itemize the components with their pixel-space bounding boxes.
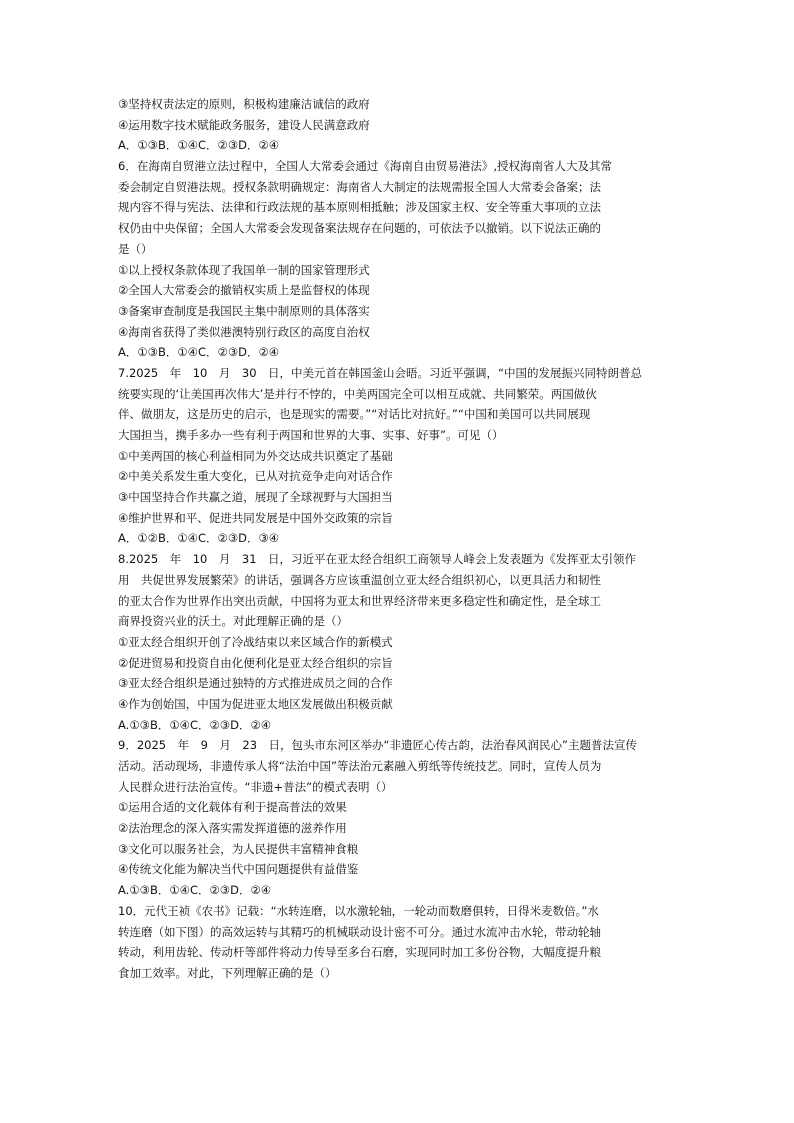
q7-option-4: ④维护世界和平、促进共同发展是中国外交政策的宗旨 [118, 510, 393, 525]
q8-stem-line-3: 的亚太合作为世界作出突出贡献，中国将为亚太和世界经济带来更多稳定性和确定性，是全球工 [118, 593, 601, 608]
q10-stem-line-2: 转连磨（如下图）的高效运转与其精巧的机械联动设计密不可分。通过水流冲击水轮，带动轮轴 [118, 924, 601, 939]
q6-option-1: ①以上授权条款体现了我国单一制的国家管理形式 [118, 262, 370, 277]
q6-answer-choices: A．①③B．①④C．②③D．②④ [118, 345, 280, 360]
q7-stem-line-1: 7.2025 年 10 月 30 日，中美元首在韩国釜山会晤。习近平强调，“中国的发展振兴同特朗普总 [118, 365, 642, 380]
q9-option-1: ①运用合适的文化载体有利于提高普法的效果 [118, 800, 347, 815]
q8-option-2: ②促进贸易和投资自由化便利化是亚太经合组织的宗旨 [118, 655, 393, 670]
q7-stem-line-4: 大国担当，携手多办一些有利于两国和世界的大事、实事、好事”。可见（） [118, 428, 504, 442]
q7-stem-line-3: 伴、做朋友，这是历史的启示，也是现实的需要。”“对话比对抗好。”“中国和美国可以共同展现 [118, 407, 591, 422]
q9-stem-line-1: 9．2025 年 9 月 23 日，包头市东河区举办“非遗匠心传古韵，法治春风润民心”主题普法宣传 [118, 738, 637, 753]
q9-answer-choices: A.①③B．①④C．②③D．②④ [118, 883, 272, 898]
q8-stem-line-2: 用 共促世界发展繁荣》的讲话，强调各方应该重温创立亚太经合组织初心，以更具活力和韧性 [118, 572, 601, 587]
q6-stem-line-5: 是（） [118, 241, 153, 256]
q8-stem-line-1: 8.2025 年 10 月 31 日，习近平在亚太经合组织工商领导人峰会上发表题为《发挥亚太引领作 [118, 552, 637, 567]
q5-option-4: ④运用数字技术赋能政务服务，建设人民满意政府 [118, 117, 370, 132]
q9-option-4: ④传统文化能为解决当代中国问题提供有益借鉴 [118, 862, 359, 877]
q6-option-2: ②全国人大常委会的撤销权实质上是监督权的体现 [118, 283, 370, 298]
q7-stem-line-2: 统要实现的‘让美国再次伟大’是并行不悖的，中美两国完全可以相互成就、共同繁荣。两国做伙 [118, 386, 597, 401]
q7-option-2: ②中美关系发生重大变化，已从对抗竞争走向对话合作 [118, 469, 393, 484]
q9-option-2: ②法治理念的深入落实需发挥道德的滋养作用 [118, 821, 347, 836]
q6-stem-line-4: 权仍由中央保留；全国人大常委会发现备案法规存在问题的，可依法予以撤销。以下说法正确的 [118, 221, 601, 236]
q6-option-4: ④海南省获得了类似港澳特别行政区的高度自治权 [118, 324, 370, 339]
q9-stem-line-2: 活动。活动现场，非遗传承人将“法治中国”等法治元素融入剪纸等传统技艺。同时，宣传人员为 [118, 759, 602, 773]
q10-stem-line-4: 食加工效率。对此，下列理解正确的是（） [118, 965, 337, 980]
q5-answer-choices: A．①③B．①④C．②③D．②④ [118, 138, 280, 153]
q9-option-3: ③文化可以服务社会，为人民提供丰富精神食粮 [118, 841, 359, 856]
q6-stem-line-2: 委会制定自贸港法规。授权条款明确规定：海南省人大制定的法规需报全国人大常委会备案；法 [118, 179, 601, 194]
q6-option-3: ③备案审查制度是我国民主集中制原则的具体落实 [118, 303, 370, 318]
q8-option-3: ③亚太经合组织是通过独特的方式推进成员之间的合作 [118, 676, 393, 691]
q10-stem-line-1: 10．元代王祯《农书》记载：“水转连磨，以水激轮轴，一轮动而数磨俱转，日得米麦数倍。”水 [118, 903, 599, 918]
q8-option-4: ④作为创始国，中国为促进亚太地区发展做出积极贡献 [118, 696, 393, 711]
q7-option-3: ③中国坚持合作共赢之道，展现了全球视野与大国担当 [118, 490, 393, 505]
q6-stem-line-1: 6．在海南自贸港立法过程中，全国人大常委会通过《海南自由贸易港法》,授权海南省人大及其常 [118, 159, 612, 174]
q5-option-3: ③坚持权责法定的原则，积极构建廉洁诚信的政府 [118, 97, 370, 111]
q7-option-1: ①中美两国的核心利益相同为外交达成共识奠定了基础 [118, 448, 393, 463]
q6-stem-line-3: 规内容不得与宪法、法律和行政法规的基本原则相抵触；涉及国家主权、安全等重大事项的立法 [118, 200, 601, 215]
question-text-block [118, 94, 678, 984]
q8-answer-choices: A.①③B．①④C．②③D．②④ [118, 717, 272, 732]
q7-answer-choices: A．①②B．①④C．②③D．③④ [118, 531, 280, 546]
q8-option-1: ①亚太经合组织开创了冷战结束以来区域合作的新模式 [118, 634, 393, 649]
q9-stem-line-3: 人民群众进行法治宣传。“非遗+普法”的模式表明（） [118, 779, 393, 794]
q10-stem-line-3: 转动，利用齿轮、传动杆等部件将动力传导至多台石磨，实现同时加工多份谷物，大幅度提升粮 [118, 945, 601, 960]
q8-stem-line-4: 商界投资兴业的沃土。对此理解正确的是（） [118, 614, 348, 629]
